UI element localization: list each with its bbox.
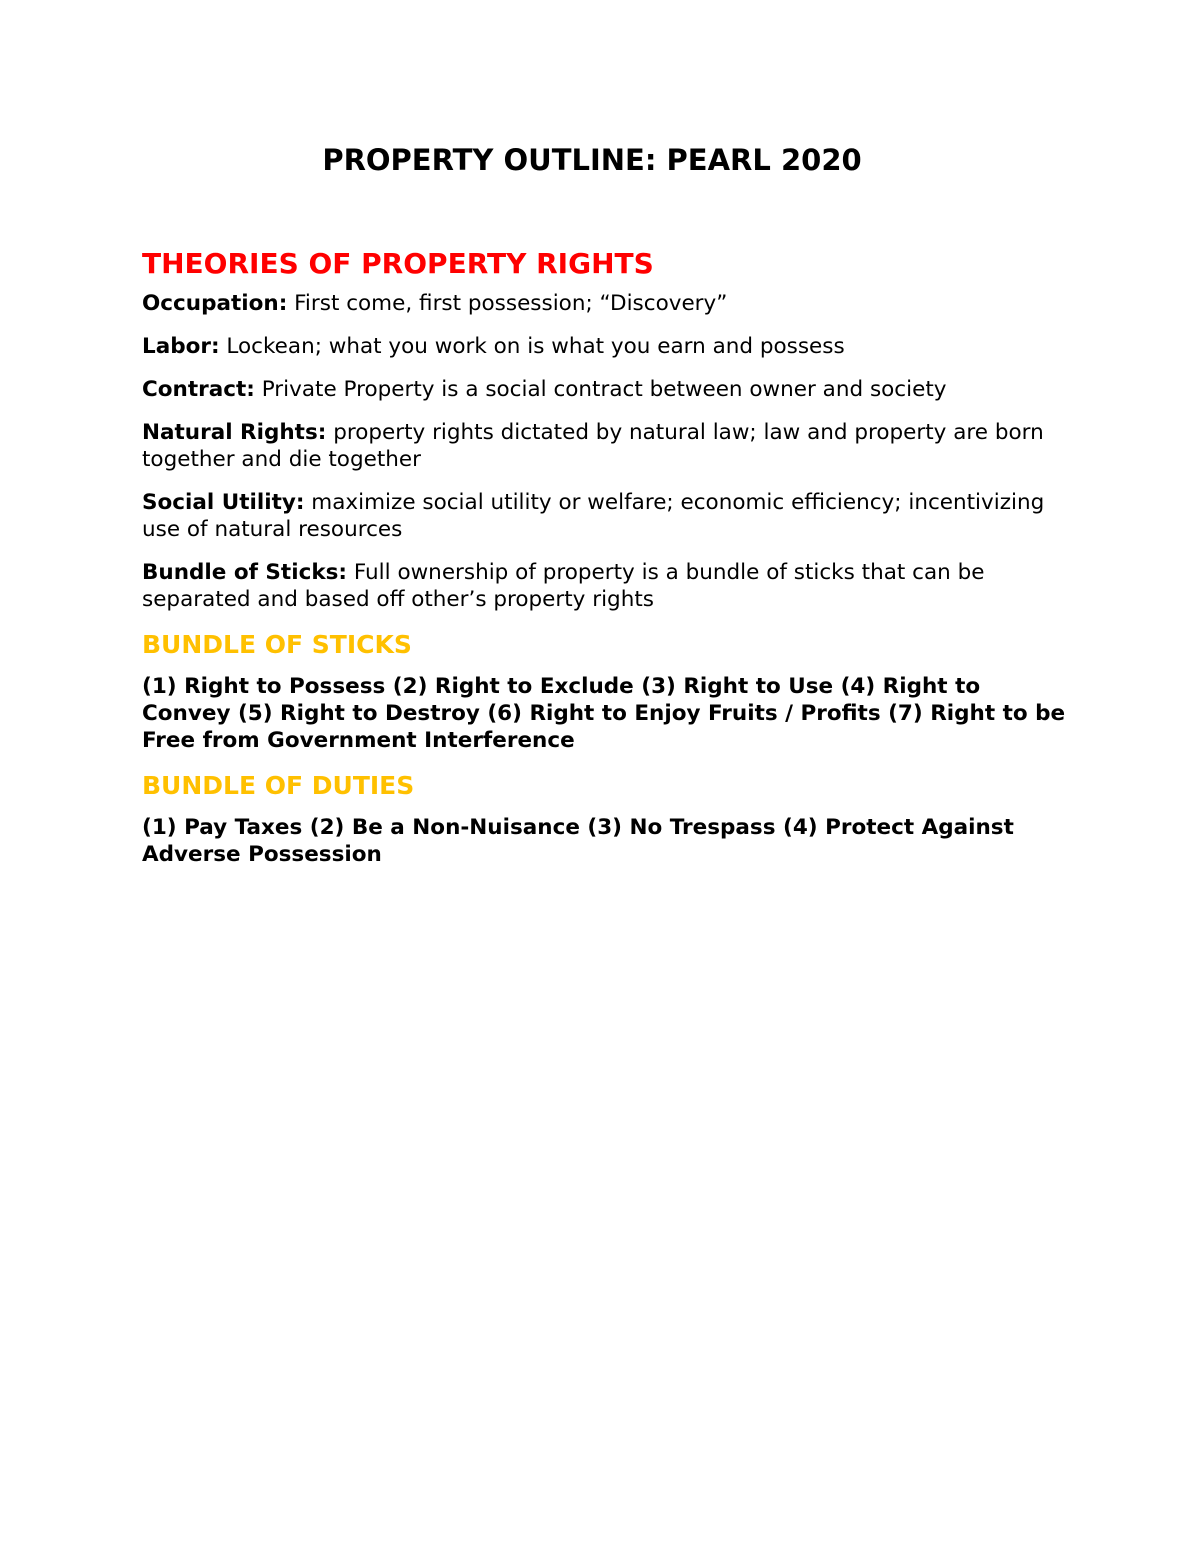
theory-social-utility bbox=[142, 489, 1072, 543]
theory-term: Contract: bbox=[142, 377, 255, 402]
theory-contract bbox=[142, 376, 1072, 403]
theory-text: First come, first possession; “Discovery” bbox=[287, 291, 728, 316]
theories-heading: THEORIES OF PROPERTY RIGHTS bbox=[142, 247, 654, 280]
document-content bbox=[142, 140, 1072, 884]
theory-term: Bundle of Sticks: bbox=[142, 560, 348, 585]
theory-occupation bbox=[142, 290, 1072, 317]
theory-text: maximize social utility or welfare; economic efficiency; incentivizing use of natural resources bbox=[142, 490, 1045, 542]
theory-natural-rights bbox=[142, 419, 1072, 473]
theory-term: Occupation: bbox=[142, 291, 288, 316]
theory-text: Private Property is a social contract between owner and society bbox=[254, 377, 947, 402]
theory-text: Full ownership of property is a bundle of sticks that can be separated and based off other’s property rights bbox=[142, 560, 985, 612]
theory-labor bbox=[142, 333, 1072, 360]
theory-text: property rights dictated by natural law; law and property are born together and die together bbox=[142, 420, 1044, 472]
theory-text: Lockean; what you work on is what you earn and possess bbox=[219, 334, 845, 359]
theory-term: Natural Rights: bbox=[142, 420, 327, 445]
duties-list: (1) Pay Taxes (2) Be a Non-Nuisance (3) No Trespass (4) Protect Against Adverse Possession bbox=[142, 815, 1014, 867]
duties-heading: BUNDLE OF DUTIES bbox=[142, 771, 415, 800]
sticks-heading: BUNDLE OF STICKS bbox=[142, 630, 412, 659]
theory-term: Social Utility: bbox=[142, 490, 305, 515]
sticks-list: (1) Right to Possess (2) Right to Exclude (3) Right to Use (4) Right to Convey (5) Right to Destroy (6) Right to Enjoy Fruits / Profits (7) Right to be Free from Government Interference bbox=[142, 674, 1066, 753]
theory-term: Labor: bbox=[142, 334, 220, 359]
document-title: PROPERTY OUTLINE: PEARL 2020 bbox=[322, 143, 862, 177]
theory-bundle-of-sticks bbox=[142, 559, 1072, 613]
